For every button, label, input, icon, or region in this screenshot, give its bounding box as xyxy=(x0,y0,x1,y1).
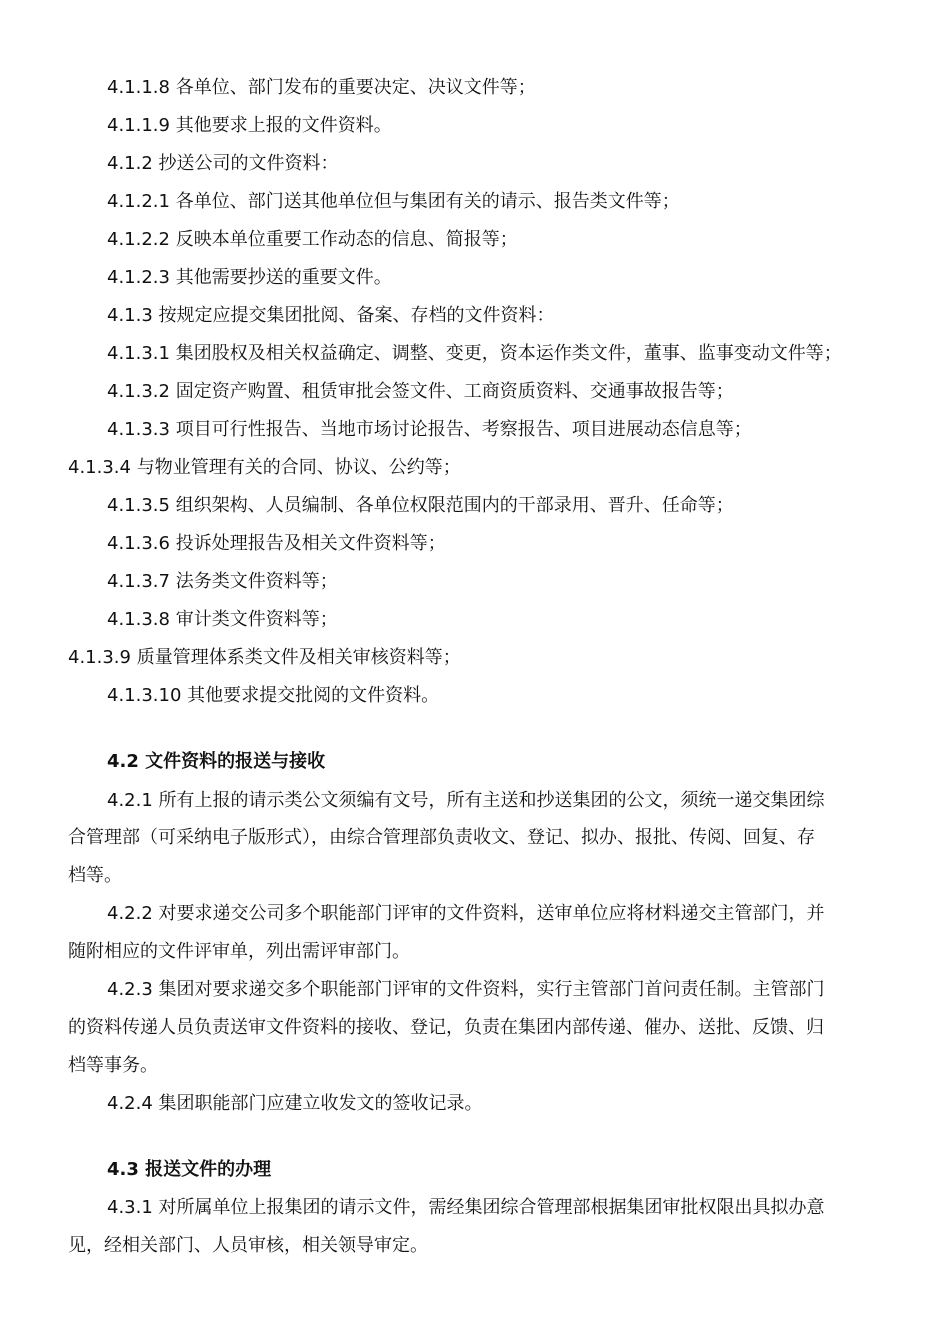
text-line-4-1-3-2: 4.1.3.2 固定资产购置、租赁审批会签文件、工商资质资料、交通事故报告等； xyxy=(107,381,734,402)
text-line-4-1-2-1: 4.1.2.1 各单位、部门送其他单位但与集团有关的请示、报告类文件等； xyxy=(107,191,680,212)
text-line-4-1-3-7: 4.1.3.7 法务类文件资料等； xyxy=(107,571,338,592)
text-line-4-1-3-1: 4.1.3.1 集团股权及相关权益确定、调整、变更，资本运作类文件，董事、监事变动文件等； xyxy=(107,343,842,364)
text-line-4-1-1-9: 4.1.1.9 其他要求上报的文件资料。 xyxy=(107,115,392,136)
text-line-4-1-3: 4.1.3 按规定应提交集团批阅、备案、存档的文件资料： xyxy=(107,305,555,326)
paragraph-4-2-4: 4.2.4 集团职能部门应建立收发文的签收记录。 xyxy=(107,1093,483,1114)
text-line-4-1-3-4: 4.1.3.4 与物业管理有关的合同、协议、公约等； xyxy=(68,457,461,478)
paragraph-4-3-1-line-1: 4.3.1 对所属单位上报集团的请示文件，需经集团综合管理部根据集团审批权限出具拟办意 xyxy=(107,1197,825,1218)
paragraph-4-2-1-line-3: 档等。 xyxy=(68,865,122,886)
text-line-4-1-3-3: 4.1.3.3 项目可行性报告、当地市场讨论报告、考察报告、项目进展动态信息等； xyxy=(107,419,752,440)
paragraph-4-2-1-line-2: 合管理部（可采纳电子版形式），由综合管理部负责收文、登记、拟办、报批、传阅、回复、存 xyxy=(68,827,815,848)
paragraph-4-2-1-line-1: 4.2.1 所有上报的请示类公文须编有文号，所有主送和抄送集团的公文，须统一递交集团综 xyxy=(107,790,825,811)
text-line-4-1-3-8: 4.1.3.8 审计类文件资料等； xyxy=(107,609,338,630)
text-line-4-1-3-5: 4.1.3.5 组织架构、人员编制、各单位权限范围内的干部录用、晋升、任命等； xyxy=(107,495,734,516)
text-line-4-1-1-8: 4.1.1.8 各单位、部门发布的重要决定、决议文件等； xyxy=(107,77,536,98)
text-line-4-1-3-6: 4.1.3.6 投诉处理报告及相关文件资料等； xyxy=(107,533,446,554)
text-line-4-1-3-10: 4.1.3.10 其他要求提交批阅的文件资料。 xyxy=(107,685,440,706)
paragraph-4-2-3-line-3: 档等事务。 xyxy=(68,1055,158,1076)
text-line-4-1-3-9: 4.1.3.9 质量管理体系类文件及相关审核资料等； xyxy=(68,647,461,668)
text-line-4-1-2: 4.1.2 抄送公司的文件资料： xyxy=(107,153,339,174)
paragraph-4-2-2-line-2: 随附相应的文件评审单，列出需评审部门。 xyxy=(68,941,410,962)
text-line-4-1-2-3: 4.1.2.3 其他需要抄送的重要文件。 xyxy=(107,267,392,288)
paragraph-4-3-1-line-2: 见，经相关部门、人员审核，相关领导审定。 xyxy=(68,1235,428,1256)
text-line-4-1-2-2: 4.1.2.2 反映本单位重要工作动态的信息、简报等； xyxy=(107,229,518,250)
paragraph-4-2-2-line-1: 4.2.2 对要求递交公司多个职能部门评审的文件资料，送审单位应将材料递交主管部门，并 xyxy=(107,903,825,924)
section-heading-4-3: 4.3 报送文件的办理 xyxy=(107,1159,272,1180)
paragraph-4-2-3-line-1: 4.2.3 集团对要求递交多个职能部门评审的文件资料，实行主管部门首问责任制。主管部门 xyxy=(107,979,825,1000)
section-heading-4-2: 4.2 文件资料的报送与接收 xyxy=(107,751,326,772)
paragraph-4-2-3-line-2: 的资料传递人员负责送审文件资料的接收、登记，负责在集团内部传递、催办、送批、反馈、归 xyxy=(68,1017,824,1038)
